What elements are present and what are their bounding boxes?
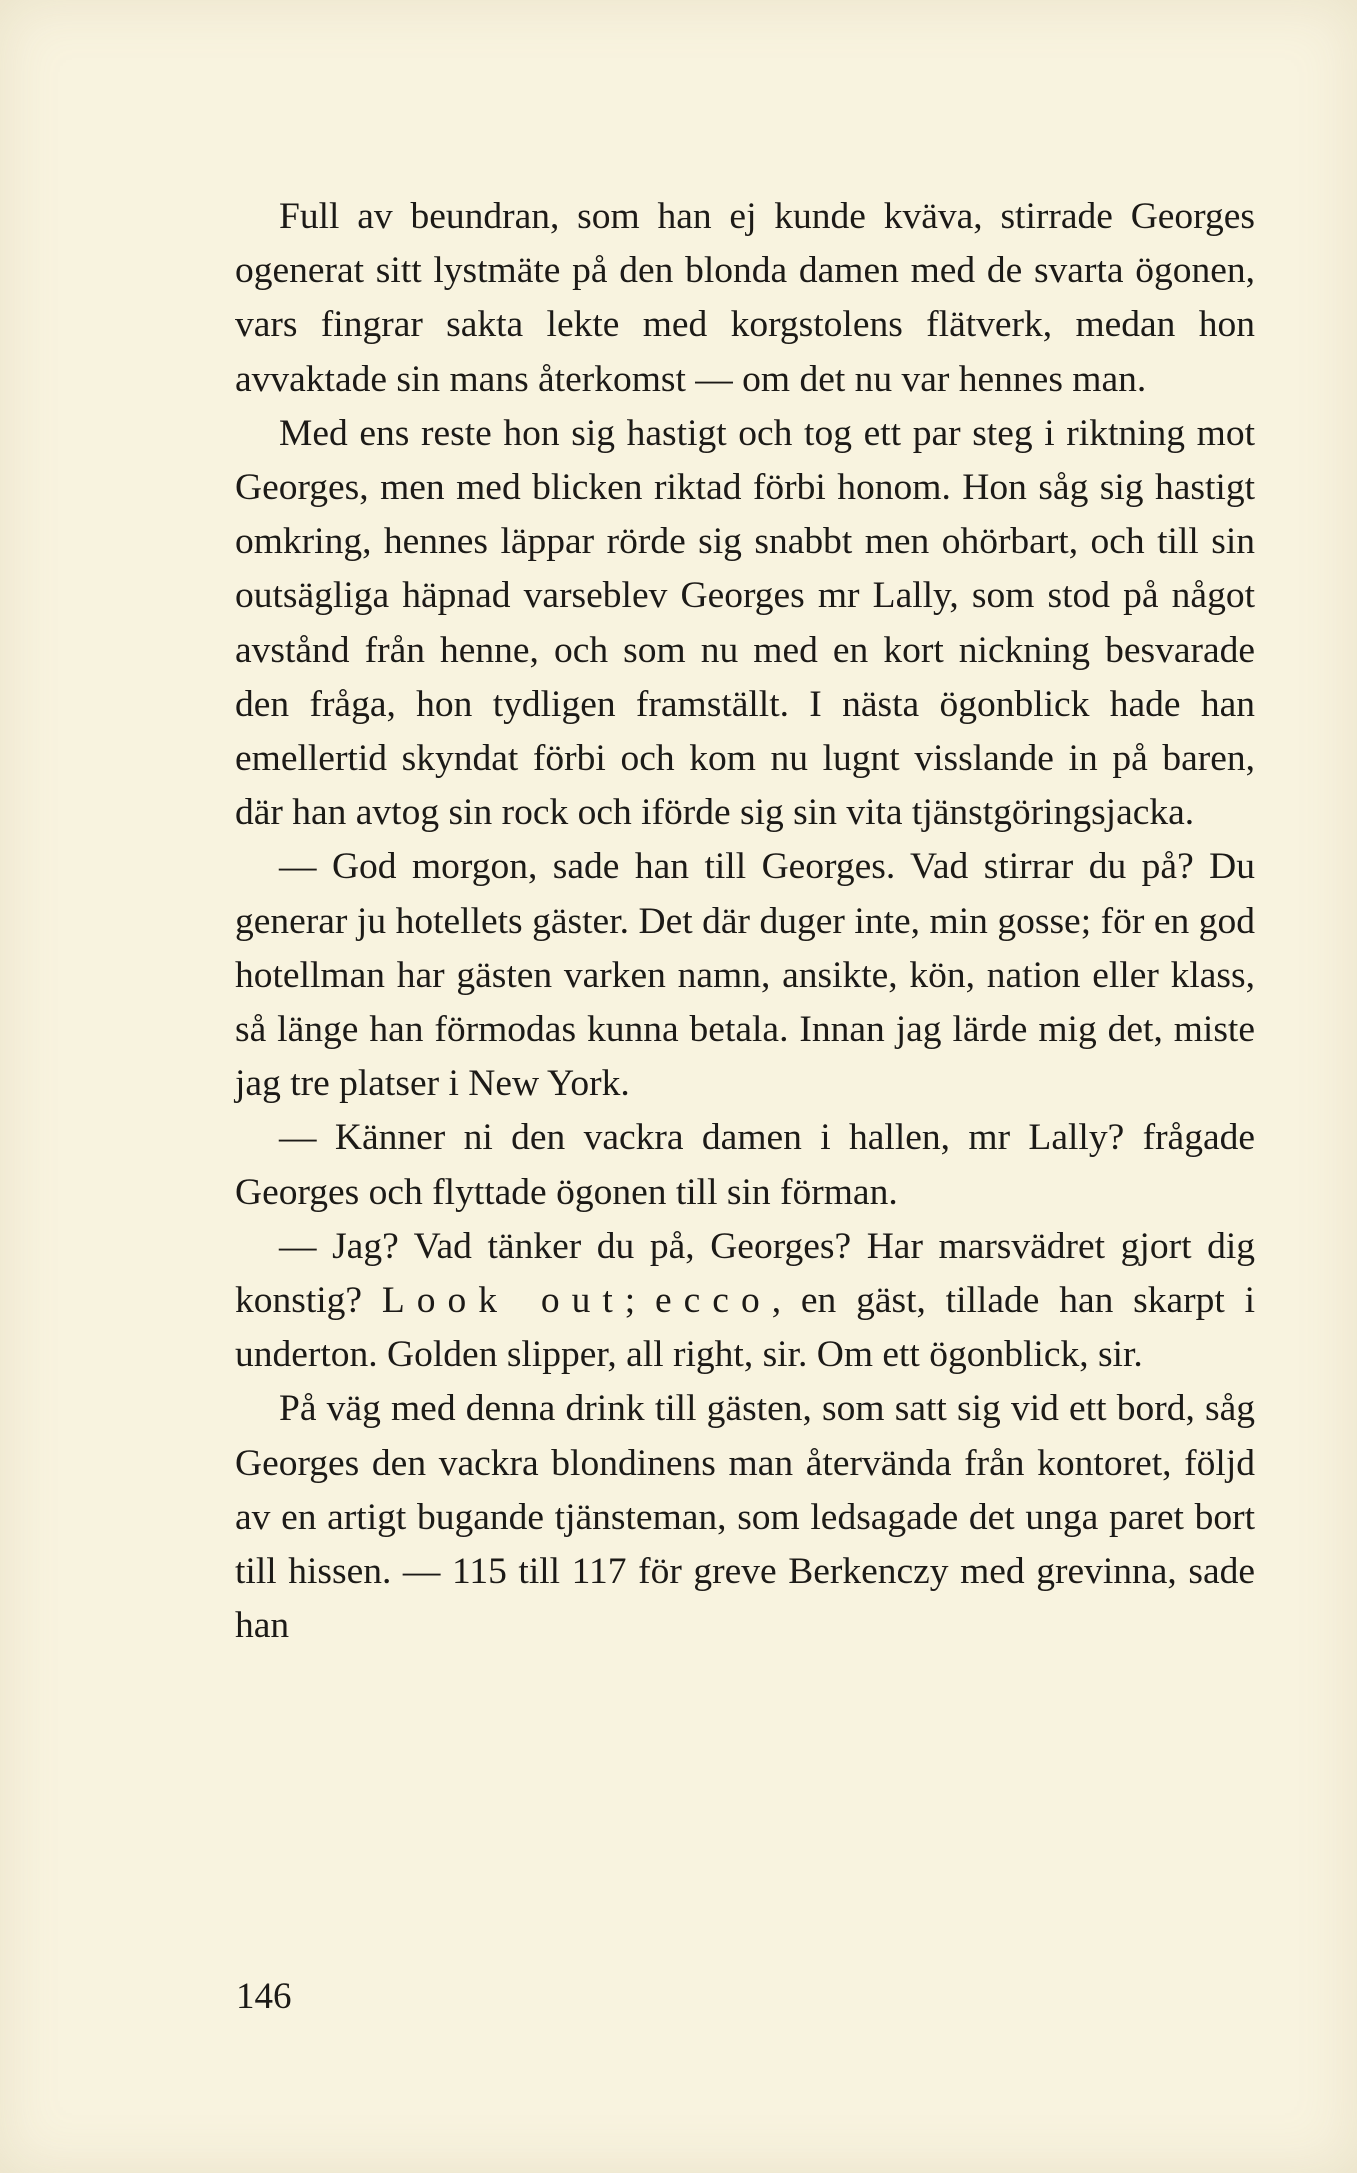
paragraph-5-part-3: , en gäst, tillade han skarpt i underton. Golden slipper, all right, sir. Om ett ögonblick, sir. bbox=[235, 1280, 1256, 1376]
paragraph-5-part-1: — Jag? Vad tänker du på, Georges? Har marsvädret gjort dig konstig? bbox=[235, 1225, 1255, 1322]
paragraph-2: Med ens reste hon sig hastigt och tog ett par steg i riktning mot Georges, men med blicken riktad förbi honom. Hon såg sig hastigt omkring, hennes läppar rörde sig snabbt men ohörbart, och till sin outsägliga häpnad varseblev Georges mr Lally, som stod på något avstånd från henne, och som nu med en kort nickning besvarade den fråga, hon tydligen framställt. I nästa ögonblick hade han emellertid skyndat förbi och kom nu lugnt visslande in på baren, där han avtog sin rock och iförde sig sin vita tjänstgöringsjacka. bbox=[235, 412, 1255, 834]
spaced-phrase-look-out: Look out bbox=[381, 1280, 625, 1322]
paragraph-5-part-2: ; bbox=[624, 1280, 656, 1322]
page-number: 146 bbox=[236, 1976, 292, 2017]
body-text bbox=[235, 190, 1255, 1653]
paragraph-5 bbox=[235, 1220, 1255, 1383]
paragraph-6: På väg med denna drink till gästen, som satt sig vid ett bord, såg Georges den vackra blondinens man återvända från kontoret, följd av en artigt bugande tjänsteman, som ledsagade det unga paret bort till hissen. — 115 till 117 för greve Berkenczy med grevinna, sade han bbox=[235, 1388, 1255, 1647]
paragraph-3: — God morgon, sade han till Georges. Vad stirrar du på? Du generar ju hotellets gäster. Det där duger inte, min gosse; för en god hotellman har gästen varken namn, ansikte, kön, nation eller klass, så länge han förmodas kunna betala. Innan jag lärde mig det, miste jag tre platser i New York. bbox=[235, 846, 1255, 1105]
spaced-word-ecco: ecco bbox=[655, 1280, 772, 1322]
paragraph-1: Full av beundran, som han ej kunde kväva, stirrade Georges ogenerat sitt lystmäte på den blonda damen med de svarta ögonen, vars fingrar sakta lekte med korgstolens flätverk, medan hon avvaktade sin mans återkomst — om det nu var hennes man. bbox=[235, 196, 1255, 400]
paragraph-4: — Känner ni den vackra damen i hallen, mr Lally? frågade Georges och flyttade ögonen till sin förman. bbox=[235, 1117, 1255, 1213]
